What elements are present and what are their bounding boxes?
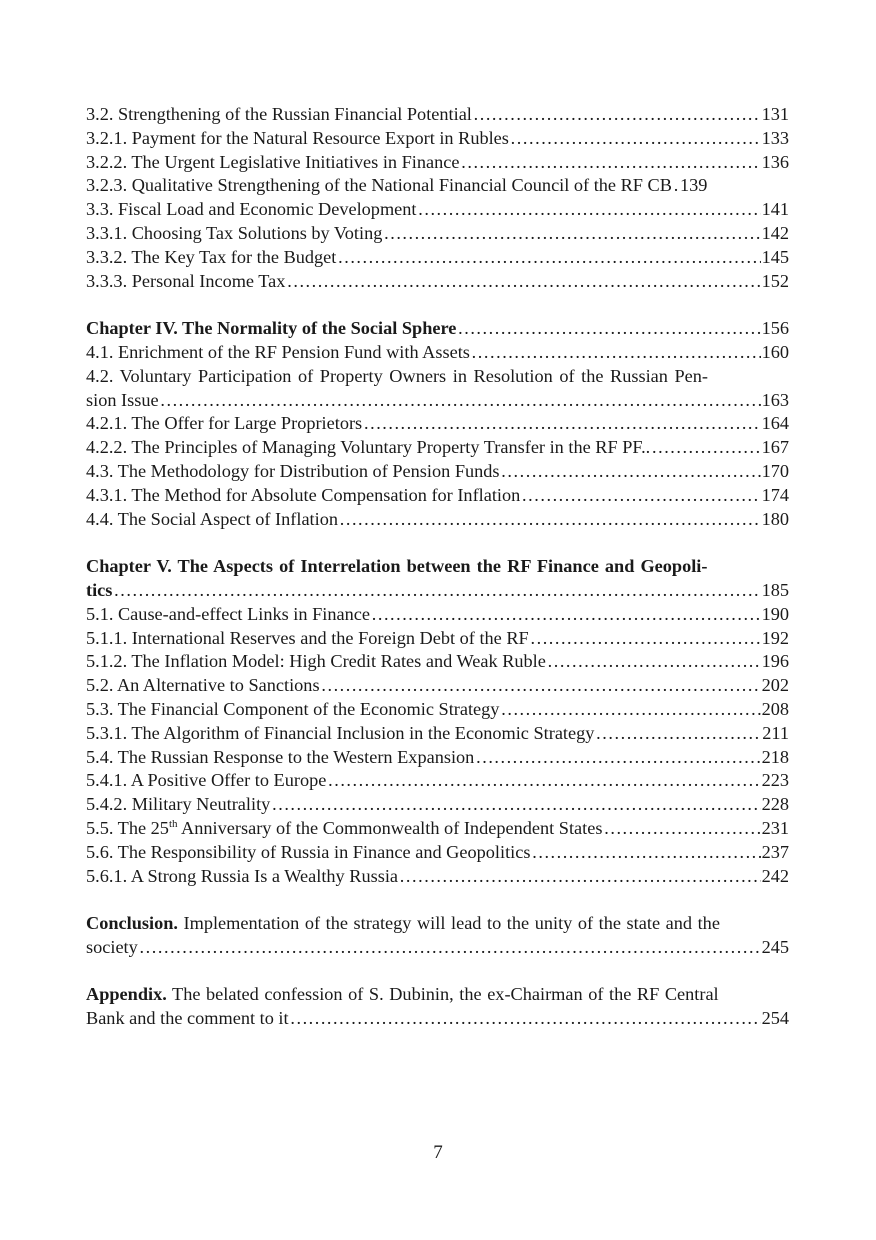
dot-leader [673, 174, 679, 198]
toc-entry-text: 3.2. Strengthening of the Russian Financial Potential [86, 104, 472, 124]
dot-leader [371, 603, 761, 627]
conclusion-section[interactable] [86, 912, 789, 960]
entry-suffix: Anniversary of the Commonwealth of Independent States [177, 817, 603, 838]
appendix-section[interactable] [86, 983, 789, 1031]
toc-entry[interactable] [86, 650, 789, 674]
dot-leader [139, 936, 761, 960]
toc-entry[interactable] [86, 746, 789, 770]
toc-page-number: 141 [761, 199, 789, 220]
appendix-line-2 [86, 1007, 789, 1031]
toc-entry[interactable] [86, 460, 789, 484]
spacer [86, 531, 789, 555]
toc-entry-text: 3.3.3. Personal Income Tax [86, 270, 286, 291]
page-number: 7 [433, 1142, 443, 1163]
toc-entry-text: 4.1. Enrichment of the RF Pension Fund with Assets [86, 341, 470, 362]
dot-leader [521, 484, 760, 508]
ordinal-superscript: th [168, 817, 178, 830]
dot-leader [471, 341, 761, 365]
toc-page-number: 223 [761, 770, 789, 791]
chapter-title: tics [86, 579, 113, 600]
toc-entry[interactable] [86, 698, 789, 722]
toc-entry-text: 5.4. The Russian Response to the Western Expansion [86, 746, 475, 767]
toc-entry[interactable] [86, 769, 789, 793]
toc-entry-text: 5.4.2. Military Neutrality [86, 794, 271, 815]
dot-leader [160, 389, 761, 413]
toc-entry[interactable] [86, 365, 789, 389]
dot-leader [290, 1007, 761, 1031]
toc-entry-text: 5.6. The Responsibility of Russia in Finance and Geopolitics [86, 841, 531, 862]
toc-entry[interactable] [86, 865, 789, 889]
toc-page-number: 164 [761, 413, 789, 434]
dot-leader [321, 674, 761, 698]
toc-entry-text: 3.2.1. Payment for the Natural Resource Export in Rubles [86, 127, 509, 148]
toc-page-number: 202 [761, 675, 789, 696]
dot-leader [113, 579, 760, 603]
toc-entry-text: 3.2.2. The Urgent Legislative Initiatives in Finance [86, 151, 460, 172]
toc-page-number: 180 [761, 508, 789, 529]
conclusion-label: Conclusion. [86, 913, 178, 934]
dot-leader [271, 793, 760, 817]
toc-page-number: 242 [761, 865, 789, 886]
dot-leader [500, 698, 760, 722]
toc-page-number: 192 [761, 627, 789, 648]
toc-entry[interactable] [86, 127, 789, 151]
toc-entry-text: Bank and the comment to it [86, 1008, 289, 1029]
toc-page-number: 145 [761, 246, 789, 267]
toc-page-number: 228 [761, 794, 789, 815]
toc-entry[interactable] [86, 722, 789, 746]
dot-leader [383, 222, 760, 246]
table-of-contents [86, 103, 789, 1031]
toc-entry-text: sion Issue [86, 389, 159, 410]
toc-page-number: 152 [761, 270, 789, 291]
toc-page-number: 218 [761, 746, 789, 767]
spacer [86, 960, 789, 984]
toc-entry-text: 5.4.1. A Positive Offer to Europe [86, 770, 327, 791]
dot-leader [457, 317, 760, 341]
dot-leader [473, 103, 761, 127]
spacer [86, 293, 789, 317]
conclusion-line-2 [86, 936, 789, 960]
spacer [86, 888, 789, 912]
toc-page-number: 196 [761, 651, 789, 672]
toc-page-number: 211 [762, 722, 789, 743]
toc-page-number: 190 [761, 603, 789, 624]
toc-entry-text [86, 817, 602, 841]
toc-entry[interactable] [86, 174, 789, 198]
toc-page-number: 185 [761, 579, 789, 600]
toc-page-number: 136 [761, 151, 789, 172]
toc-entry-text: 5.3.1. The Algorithm of Financial Inclusion in the Economic Strategy [86, 722, 595, 743]
toc-entry-text: 3.3.1. Choosing Tax Solutions by Voting [86, 222, 383, 243]
toc-entry[interactable] [86, 436, 789, 460]
dot-leader [501, 460, 761, 484]
toc-entry-text: 4.2. Voluntary Participation of Property Owners in Resolution of the Russian Pen- [86, 365, 709, 386]
chapter-heading[interactable] [86, 555, 789, 579]
toc-page-number: 131 [761, 104, 789, 124]
dot-leader [461, 151, 761, 175]
toc-entry-text [86, 983, 719, 1007]
dot-leader [651, 436, 760, 460]
toc-entry-text: 4.3. The Methodology for Distribution of Pension Funds [86, 460, 500, 481]
entry-prefix: 5.5. The 25 [86, 817, 169, 838]
toc-entry-text: 5.3. The Financial Component of the Economic Strategy [86, 698, 500, 719]
toc-entry-text: 3.3. Fiscal Load and Economic Development [86, 199, 417, 220]
toc-entry-text: society [86, 936, 138, 957]
chapter-5-section [86, 555, 789, 888]
toc-entry-text: 4.3.1. The Method for Absolute Compensation for Inflation [86, 484, 521, 505]
toc-page-number: 170 [761, 460, 789, 481]
dot-leader [531, 841, 760, 865]
toc-entry-text: 3.3.2. The Key Tax for the Budget [86, 246, 337, 267]
toc-entry-text: 5.1.1. International Reserves and the Foreign Debt of the RF [86, 627, 529, 648]
dot-leader [399, 865, 761, 889]
toc-entry[interactable] [86, 412, 789, 436]
toc-page-number: 142 [761, 222, 789, 243]
dot-leader [530, 627, 761, 651]
dot-leader [475, 746, 760, 770]
chapter-heading[interactable] [86, 317, 789, 341]
toc-entry-text: 5.6.1. A Strong Russia Is a Wealthy Russia [86, 865, 399, 886]
toc-entry[interactable] [86, 246, 789, 270]
dot-leader [337, 246, 760, 270]
dot-leader [418, 198, 761, 222]
toc-page-number: 133 [761, 127, 789, 148]
dot-leader [339, 508, 761, 532]
dot-leader [603, 817, 760, 841]
dot-leader [547, 650, 761, 674]
toc-entry[interactable] [86, 841, 789, 865]
toc-entry[interactable] [86, 270, 789, 294]
toc-entry-text [86, 912, 720, 936]
conclusion-text: Implementation of the strategy will lead to the unity of the state and the [177, 913, 720, 934]
chapter-title: Chapter V. The Aspects of Interrelation between the RF Finance and Geopoli- [86, 556, 708, 577]
toc-entry-text: 4.2.1. The Offer for Large Proprietors [86, 413, 363, 434]
toc-entry[interactable] [86, 341, 789, 365]
appendix-line-1 [86, 983, 789, 1007]
chapter-4-section [86, 317, 789, 531]
toc-entry[interactable] [86, 817, 789, 841]
toc-entry[interactable] [86, 603, 789, 627]
toc-page-number: 174 [761, 484, 789, 505]
dot-leader [327, 769, 760, 793]
toc-page-number: 231 [761, 817, 789, 838]
toc-entry[interactable] [86, 627, 789, 651]
toc-entry[interactable] [86, 793, 789, 817]
chapter-title: Chapter IV. The Normality of the Social Sphere [86, 318, 457, 339]
toc-entry-text: 4.4. The Social Aspect of Inflation [86, 508, 338, 529]
toc-page-number: 139 [679, 175, 708, 196]
toc-entry[interactable] [86, 389, 789, 413]
dot-leader [363, 412, 760, 436]
toc-entry[interactable] [86, 222, 789, 246]
toc-entry-text: 5.2. An Alternative to Sanctions [86, 675, 320, 696]
toc-page-number: 254 [761, 1008, 789, 1029]
toc-entry-text: 5.1. Cause-and-effect Links in Finance [86, 603, 370, 624]
toc-page-number: 245 [761, 936, 789, 957]
dot-leader [510, 127, 761, 151]
toc-entry[interactable] [86, 198, 789, 222]
toc-entry[interactable] [86, 674, 789, 698]
dot-leader [286, 270, 760, 294]
toc-page-number: 163 [761, 389, 789, 410]
toc-entry-text: 4.2.2. The Principles of Managing Voluntary Property Transfer in the RF PF.. [86, 437, 651, 458]
toc-entry[interactable] [86, 151, 789, 175]
toc-page-number: 167 [761, 437, 789, 458]
toc-entry[interactable] [86, 508, 789, 532]
toc-entry-text: 3.2.3. Qualitative Strengthening of the National Financial Council of the RF CB [86, 175, 672, 196]
section-3-entries [86, 103, 789, 293]
toc-page-number: 156 [761, 318, 789, 339]
toc-page-number: 237 [761, 841, 789, 862]
appendix-text: The belated confession of S. Dubinin, the ex-Chairman of the RF Central [166, 984, 719, 1005]
toc-entry[interactable] [86, 484, 789, 508]
dot-leader [595, 722, 761, 746]
conclusion-line-1 [86, 912, 789, 936]
toc-entry-text: 5.1.2. The Inflation Model: High Credit Rates and Weak Ruble [86, 651, 546, 672]
toc-entry[interactable] [86, 103, 789, 127]
toc-page-number: 160 [761, 341, 789, 362]
toc-page-number: 208 [761, 698, 789, 719]
chapter-heading[interactable] [86, 579, 789, 603]
appendix-label: Appendix. [86, 984, 167, 1005]
